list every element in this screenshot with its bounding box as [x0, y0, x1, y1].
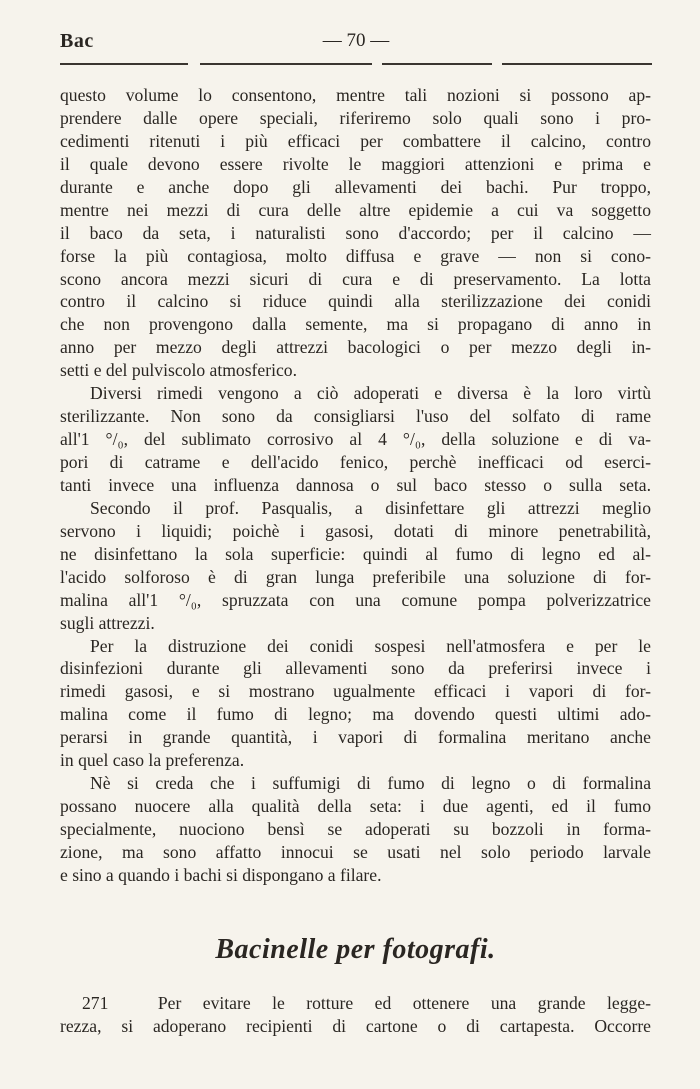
text-line: il baco da seta, i naturalisti sono d'accordo; per il calcino — — [60, 222, 651, 243]
text-line: malina come il fumo di legno; ma dovendo questi ultimi ado- — [60, 704, 651, 725]
paragraph-3 — [60, 497, 651, 635]
text-line: mentre nei mezzi di cura delle altre epidemie a cui va soggetto — [60, 199, 651, 220]
text-line: sugli attrezzi. — [60, 612, 155, 633]
text-line: Nè si creda che i suffumigi di fumo di legno o di formalina — [90, 773, 651, 794]
text-line: ne disinfettano la sola superficie: quindi al fumo di legno ed al- — [60, 543, 651, 564]
page-body — [60, 84, 651, 1038]
text-line: Secondo il prof. Pasqualis, a disinfettare gli attrezzi meglio — [90, 497, 651, 518]
text-line: cedimenti ritenuti i più efficaci per combattere il calcino, contro — [60, 130, 651, 151]
text-line: in quel caso la preferenza. — [60, 750, 245, 771]
text-line: che non provengono dalla semente, ma si propagano di anno in — [60, 314, 651, 335]
text-line: Diversi rimedi vengono a ciò adoperati e diversa è la loro virtù — [90, 383, 651, 404]
page-header — [60, 30, 652, 60]
paragraph-1 — [60, 84, 651, 382]
entry-271 — [60, 992, 651, 1038]
text-line: forse la più contagiosa, molto diffusa e grave — non si cono- — [60, 245, 651, 266]
entry-number: 271 — [82, 992, 109, 1013]
text-line: questo volume lo consentono, mentre tali nozioni si possono ap- — [60, 85, 651, 105]
text-line: sterilizzante. Non sono da consigliarsi l'uso del solfato di rame — [60, 406, 651, 427]
text-line: scono ancora mezzi sicuri di cura e di preservamento. La lotta — [60, 268, 651, 289]
text-line: durante e anche dopo gli allevamenti dei bachi. Pur troppo, — [60, 176, 651, 197]
paragraph-4 — [60, 635, 651, 773]
text-line: prendere dalle opere speciali, riferiremo solo quali sono i pro- — [60, 107, 651, 128]
text-line: all'1 °/₀, del sublimato corrosivo al 4 °/₀, della soluzione e di va- — [60, 429, 651, 450]
text-line: e sino a quando i bachi si dispongano a filare. — [60, 864, 382, 885]
text-line: disinfezioni durante gli allevamenti sono da preferirsi invece i — [60, 658, 651, 679]
text-line: il quale devono essere rivolte le maggiori attenzioni e prima e — [60, 153, 651, 174]
page-number: — 70 — — [322, 30, 390, 51]
text-line: servono i liquidi; poichè i gasosi, dotati di minore penetrabilità, — [60, 520, 651, 541]
running-head: Bac — [60, 30, 94, 52]
entry-first-line — [60, 992, 651, 1015]
text-line: rimedi gasosi, e si mostrano ugualmente efficaci i vapori di for- — [60, 681, 651, 702]
text-line: pori di catrame e dell'acido fenico, perchè inefficaci od eserci- — [60, 452, 651, 472]
text-line: specialmente, nuociono bensì se adoperati su bozzoli in forma- — [60, 819, 651, 839]
text-line: setti e del pulviscolo atmosferico. — [60, 360, 297, 381]
paragraph-2 — [60, 382, 651, 497]
text-line: rezza, si adoperano recipienti di cartone o di cartapesta. Occorre — [60, 1015, 651, 1036]
text-line: perarsi in grande quantità, i vapori di formalina meritano anche — [60, 727, 651, 748]
section-title: Bacinelle per fotografi. — [215, 933, 496, 965]
text-line: possano nuocere alla qualità della seta: i due agenti, ed il fumo — [60, 796, 651, 817]
paragraph-5 — [60, 772, 651, 887]
text-line: contro il calcino si riduce quindi alla sterilizzazione dei conidi — [60, 291, 651, 312]
text-line: l'acido solforoso è di gran lunga preferibile una soluzione di for- — [60, 566, 651, 587]
text-line: Per la distruzione dei conidi sospesi nell'atmosfera e per le — [90, 635, 651, 656]
text-line: tanti invece una influenza dannosa o sul baco stesso o sulla seta. — [60, 474, 651, 495]
text-line: zione, ma sono affatto innocui se usati nel solo periodo larvale — [60, 841, 651, 862]
text-line: malina all'1 °/₀, spruzzata con una comune pompa polverizzatrice — [60, 589, 651, 610]
text-line: anno per mezzo degli attrezzi bacologici o per mezzo degli in- — [60, 337, 651, 358]
entry-text: Per evitare le rotture ed ottenere una grande legge- — [157, 992, 651, 1013]
